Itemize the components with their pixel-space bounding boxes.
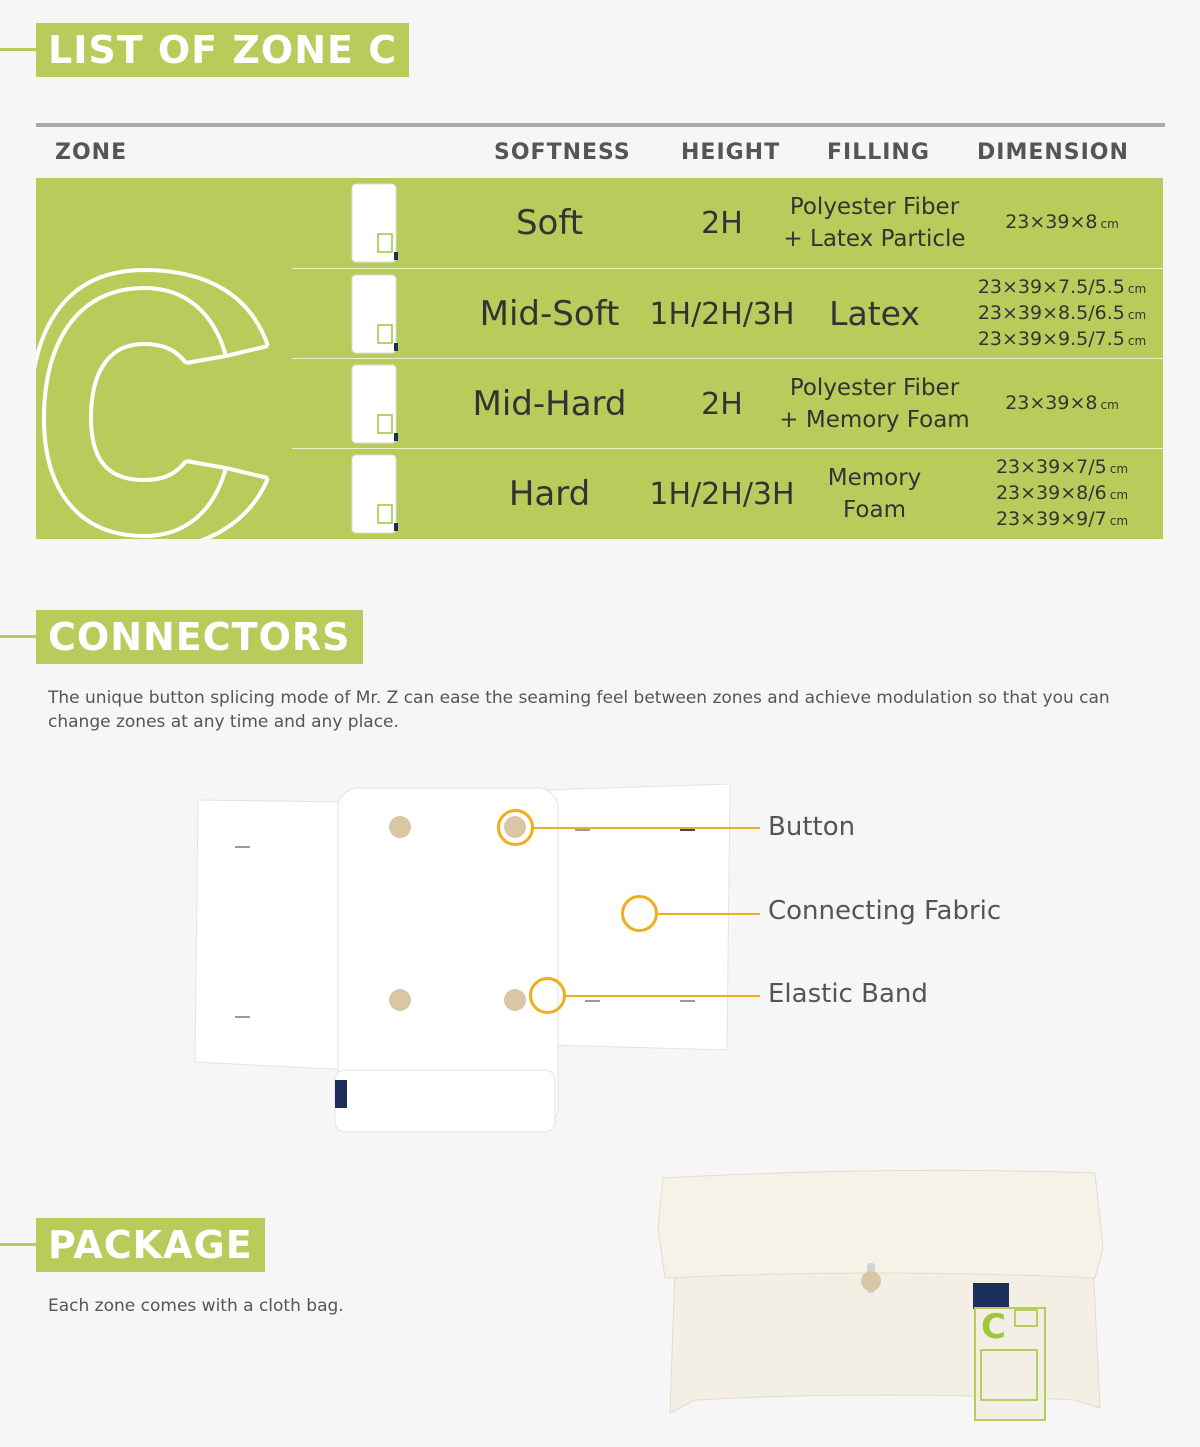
table-row <box>292 358 1163 448</box>
height-cell: 2H <box>701 205 743 241</box>
elastic-callout-label: Elastic Band <box>768 979 928 1009</box>
dimension-value: 23×39×8 <box>1005 211 1098 233</box>
button-callout-label: Button <box>768 812 856 842</box>
filling-line: Polyester Fiber <box>789 194 960 220</box>
button-callout-line <box>534 827 760 829</box>
section-title: LIST OF ZONE C <box>36 23 409 77</box>
fabric-callout-marker <box>621 895 658 932</box>
dimension-value: 23×39×8.5/6.5 <box>977 302 1125 324</box>
section-title: PACKAGE <box>36 1218 265 1272</box>
softness-cell: Soft <box>515 203 584 243</box>
fabric-callout-line <box>658 913 760 915</box>
dimension-cell <box>972 359 1152 449</box>
unit-label: cm <box>1109 462 1129 476</box>
pillow-thumbnail <box>350 182 400 264</box>
dimension-cell <box>972 178 1152 268</box>
fabric-callout-label: Connecting Fabric <box>768 896 1002 926</box>
pillow-thumbnail <box>350 363 400 445</box>
dimension-cell <box>972 449 1152 539</box>
table-row <box>292 178 1163 268</box>
filling-line: + Memory Foam <box>779 407 970 433</box>
table-top-rule <box>36 123 1165 127</box>
bag-tag-letter: C <box>981 1307 1006 1347</box>
button-callout-marker <box>497 809 534 846</box>
header-rule <box>0 1243 36 1246</box>
pillow-thumbnail <box>350 273 400 355</box>
dimension-value: 23×39×7.5/5.5 <box>977 276 1125 298</box>
dimension-value: 23×39×9/7 <box>995 508 1107 530</box>
unit-label: cm <box>1127 308 1147 322</box>
header-rule <box>0 48 36 51</box>
filling-line: Polyester Fiber <box>789 375 960 401</box>
table-row <box>292 268 1163 358</box>
filling-cell <box>787 449 962 539</box>
softness-cell: Mid-Soft <box>479 294 620 334</box>
unit-label: cm <box>1100 217 1119 231</box>
dimension-value: 23×39×9.5/7.5 <box>977 328 1125 350</box>
softness-cell: Hard <box>508 474 591 514</box>
col-header-height: HEIGHT <box>681 140 781 165</box>
filling-cell <box>787 269 962 359</box>
zone-c-table <box>36 178 1163 539</box>
height-cell: 1H/2H/3H <box>649 476 795 512</box>
col-header-filling: FILLING <box>827 140 930 165</box>
connectors-description: The unique button splicing mode of Mr. Z can ease the seaming feel between zones and achieve modulation so that you can change zones at any time and any place. <box>48 688 1110 732</box>
dimension-value: 23×39×8 <box>1005 392 1098 414</box>
col-header-dimension: DIMENSION <box>977 140 1129 165</box>
section-title: CONNECTORS <box>36 610 363 664</box>
table-row <box>292 448 1163 538</box>
filling-line: + Latex Particle <box>783 226 966 252</box>
unit-label: cm <box>1127 282 1147 296</box>
filling-line: Latex <box>829 294 920 333</box>
filling-cell <box>783 178 966 268</box>
unit-label: cm <box>1109 514 1129 528</box>
dimension-cell <box>972 269 1152 359</box>
elastic-callout-line <box>566 995 760 997</box>
col-header-softness: SOFTNESS <box>494 140 631 165</box>
pillow-thumbnail <box>350 453 400 535</box>
header-rule <box>0 635 36 638</box>
col-header-zone: ZONE <box>55 140 128 165</box>
dimension-value: 23×39×8/6 <box>995 482 1107 504</box>
dimension-value: 23×39×7/5 <box>995 456 1107 478</box>
filling-cell <box>779 359 970 449</box>
cloth-bag-photo <box>655 1168 1110 1428</box>
filling-line: Foam <box>843 497 906 523</box>
zone-c-letter-outline <box>36 268 276 539</box>
filling-line: Memory <box>827 465 922 491</box>
connected-pillows-photo <box>190 780 740 1140</box>
height-cell: 2H <box>701 386 743 422</box>
unit-label: cm <box>1109 488 1129 502</box>
unit-label: cm <box>1127 334 1147 348</box>
package-description: Each zone comes with a cloth bag. <box>48 1296 344 1316</box>
height-cell: 1H/2H/3H <box>649 296 795 332</box>
elastic-callout-marker <box>529 977 566 1014</box>
softness-cell: Mid-Hard <box>472 384 627 424</box>
unit-label: cm <box>1100 398 1119 412</box>
